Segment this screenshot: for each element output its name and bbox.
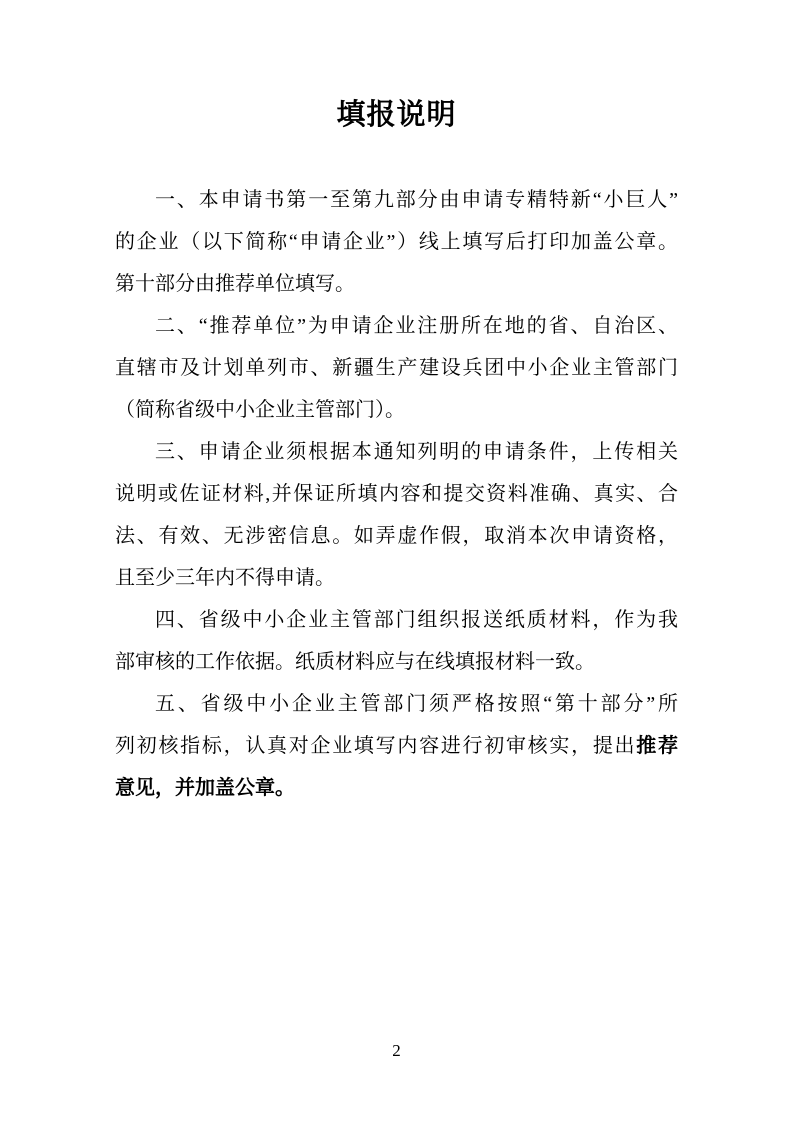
text-line: 直辖市及计划单列市、新疆生产建设兵团中小企业主管部门 [115,357,678,379]
text-run-regular: 列初核指标，认真对企业填写内容进行初审核实，提出 [115,735,637,757]
text-line: 四、省级中小企业主管部门组织报送纸质材料，作为我 [155,609,678,631]
page-title: 填报说明 [336,99,457,131]
page-number: 2 [392,1041,401,1060]
text-line: （简称省级中小企业主管部门）。 [115,399,405,421]
text-line: 法、有效、无涉密信息。如弄虚作假，取消本次申请资格， [115,525,678,547]
text-run-bold: 推荐 [636,735,678,757]
text-line: 二、“推荐单位”为申请企业注册所在地的省、自治区、 [155,315,678,337]
text-line: 第十部分由推荐单位填写。 [115,273,355,295]
text-line: 的企业（以下简称“申请企业”）线上填写后打印加盖公章。 [115,231,678,253]
paragraph-4 [115,599,678,683]
document-body [115,179,678,809]
paragraph-2 [115,305,678,431]
text-line: 三、申请企业须根据本通知列明的申请条件，上传相关 [155,441,678,463]
paragraph-3 [115,431,678,599]
text-line: 五、省级中小企业主管部门须严格按照“第十部分”所 [155,693,678,715]
paragraph-1 [115,179,678,305]
text-line: 部审核的工作依据。纸质材料应与在线填报材料一致。 [115,651,595,673]
paragraph-5 [115,683,678,809]
text-line [115,725,678,767]
text-line [115,767,678,809]
text-run-bold: 意见，并加盖公章。 [115,777,295,799]
text-line: 一、本申请书第一至第九部分由申请专精特新“小巨人” [155,189,678,211]
text-line: 且至少三年内不得申请。 [115,567,335,589]
text-line: 说明或佐证材料,并保证所填内容和提交资料准确、真实、合 [115,483,678,505]
